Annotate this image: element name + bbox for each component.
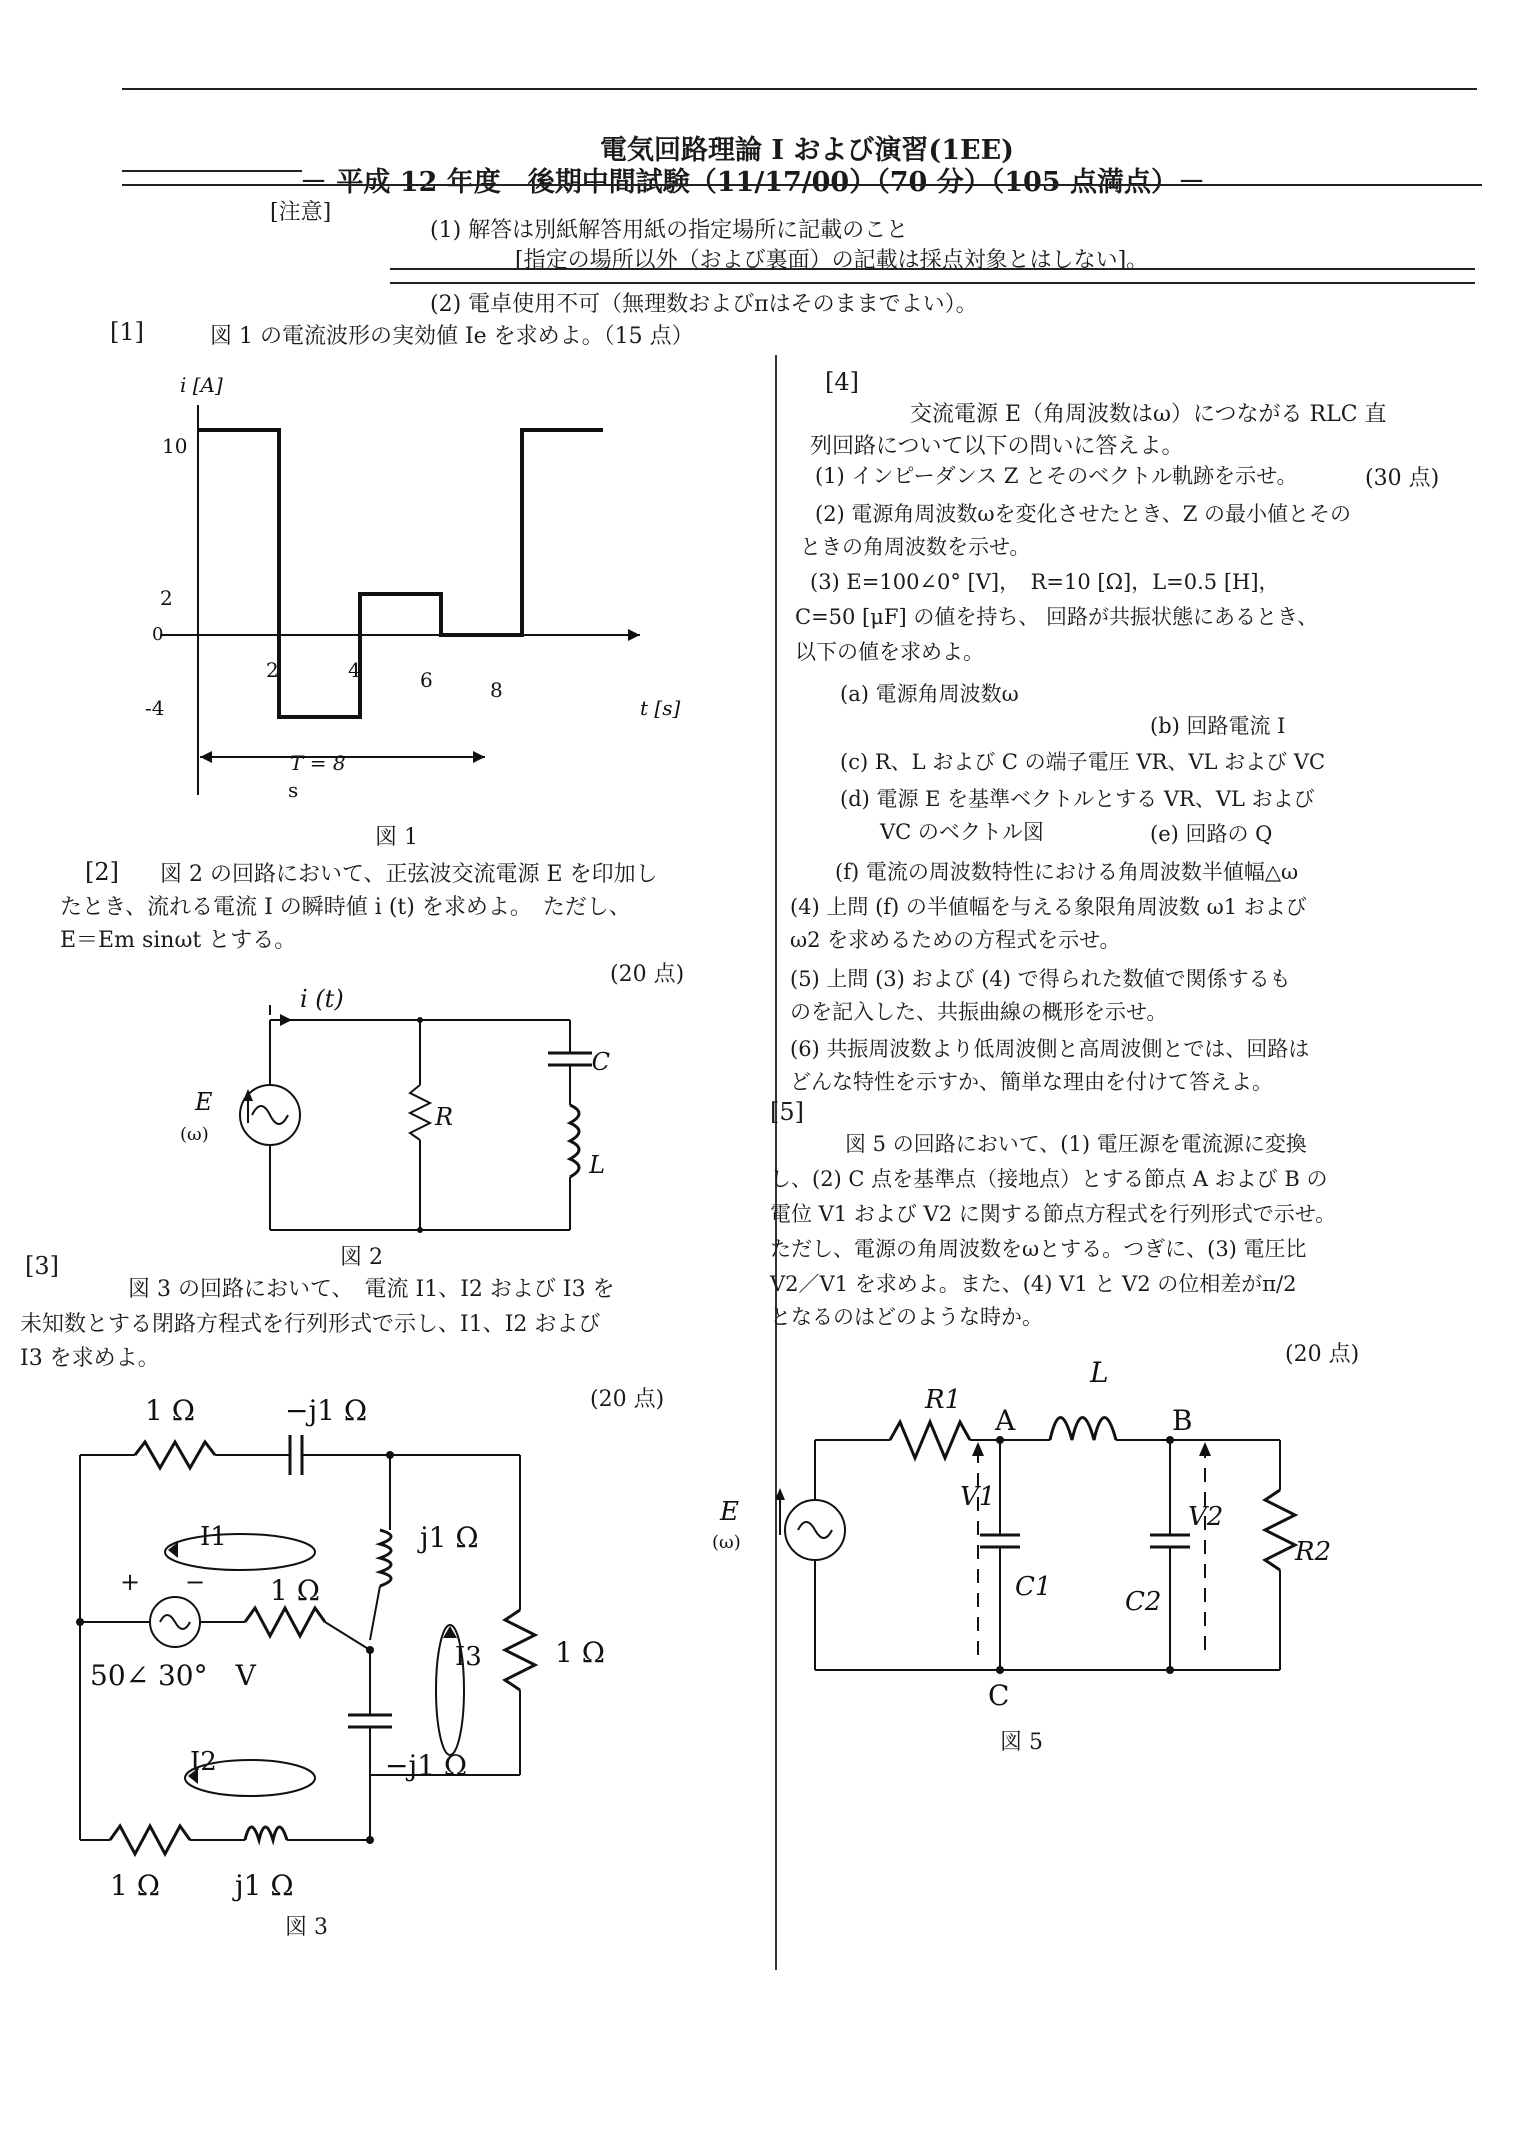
q4-item-6: (6) 共振周波数より低周波側と高周波側とでは、回路は bbox=[790, 1037, 1310, 1061]
q4-label: [4] bbox=[825, 368, 859, 396]
figure-5-circuit bbox=[700, 1350, 1380, 1720]
q5-label: [5] bbox=[770, 1098, 804, 1126]
q5-line-5: V2／V1 を求めよ。また、(4) V1 と V2 の位相差がπ/2 bbox=[770, 1272, 1297, 1296]
q3-line-3: I3 を求めよ。 bbox=[20, 1346, 160, 1371]
figure-2-circuit bbox=[170, 985, 610, 1265]
q5-points: (20 点) bbox=[1285, 1342, 1360, 1367]
q4-item-b: (b) 回路電流 I bbox=[1150, 714, 1286, 738]
q1-text: 図 1 の電流波形の実効値 Ie を求めよ。（15 点） bbox=[210, 324, 694, 349]
xtick-8: 8 bbox=[490, 678, 503, 702]
q2-line-2: たとき、流れる電流 I の瞬時値 i (t) を求めよ。 ただし、 bbox=[60, 895, 631, 920]
fig3-r-bottom: 1 Ω bbox=[110, 1869, 160, 1902]
fig2-r-label: R bbox=[435, 1103, 454, 1131]
q4-item-f: (f) 電流の周波数特性における角周波数半値幅△ω bbox=[835, 860, 1299, 884]
xtick-6: 6 bbox=[420, 668, 433, 692]
q4-item-a: (a) 電源角周波数ω bbox=[840, 682, 1019, 706]
figure-1-chart bbox=[140, 365, 681, 835]
q5-line-4: ただし、電源の角周波数をωとする。つぎに、(3) 電圧比 bbox=[770, 1237, 1307, 1261]
q4-item-2: (2) 電源角周波数ωを変化させたとき、Z の最小値とその bbox=[815, 502, 1351, 526]
period-label: T = 8 bbox=[290, 751, 346, 775]
notice-label: [注意] bbox=[270, 200, 332, 225]
notice-2: (2) 電卓使用不可（無理数およびπはそのままでよい）。 bbox=[430, 292, 978, 317]
q5-line-1: 図 5 の回路において、(1) 電圧源を電流源に変換 bbox=[845, 1132, 1307, 1156]
q5-line-2: し、(2) C 点を基準点（接地点）とする節点 A および B の bbox=[770, 1167, 1328, 1191]
q2-line-3: E＝Em sinωt とする。 bbox=[60, 928, 297, 953]
q4-item-d2: VC のベクトル図 bbox=[880, 820, 1044, 844]
fig5-r2: R2 bbox=[1295, 1537, 1332, 1567]
q4-item-1: (1) インピーダンス Z とそのベクトル軌跡を示せ。 bbox=[815, 464, 1298, 488]
q4-item-5b: のを記入した、共振曲線の概形を示せ。 bbox=[790, 1000, 1168, 1024]
q4-points: (30 点) bbox=[1365, 466, 1440, 491]
fig5-a: A bbox=[995, 1404, 1016, 1437]
fig2-omega-label: (ω) bbox=[180, 1124, 209, 1145]
fig3-r-top: 1 Ω bbox=[145, 1394, 195, 1427]
fig2-current-label: i (t) bbox=[300, 985, 344, 1013]
fig3-r-right: 1 Ω bbox=[555, 1636, 605, 1669]
fig5-r1: R1 bbox=[925, 1385, 962, 1415]
q4-item-2b: ときの角周波数を示せ。 bbox=[800, 535, 1031, 559]
q4-item-3c: 以下の値を求めよ。 bbox=[795, 640, 984, 664]
q4-item-e: (e) 回路の Q bbox=[1150, 822, 1273, 846]
fig5-l: L bbox=[1090, 1356, 1109, 1389]
q4-item-3: (3) E=100∠0° [V]， R=10 [Ω]，L=0.5 [H]， bbox=[810, 570, 1280, 594]
q4-intro-2: 列回路について以下の問いに答えよ。 bbox=[810, 434, 1184, 459]
q2-line-1: 図 2 の回路において、正弦波交流電源 E を印加し bbox=[160, 862, 658, 887]
fig3-c-top: −j1 Ω bbox=[285, 1394, 368, 1427]
q4-item-d: (d) 電源 E を基準ベクトルとする VR、VL および bbox=[840, 787, 1315, 811]
fig3-i1: I1 bbox=[200, 1522, 227, 1552]
notice-1b: [指定の場所以外（および裏面）の記載は採点対象とはしない]。 bbox=[515, 248, 1149, 273]
q3-line-1: 図 3 の回路において、 電流 I1、I2 および I3 を bbox=[128, 1277, 615, 1302]
fig3-i2: I2 bbox=[190, 1747, 217, 1777]
fig3-l-bottom: j1 Ω bbox=[235, 1869, 294, 1902]
exam-subtitle: － 平成 12 年度 後期中間試験（11/17/00）（70 分）（105 点満点）－ bbox=[300, 167, 1205, 198]
q2-points: (20 点) bbox=[610, 962, 685, 987]
q3-line-2: 未知数とする閉路方程式を行列形式で示し、I1、I2 および bbox=[20, 1312, 601, 1337]
fig5-omega: (ω) bbox=[712, 1532, 741, 1553]
fig2-l-label: L bbox=[589, 1151, 605, 1179]
q4-item-4b: ω2 を求めるための方程式を示せ。 bbox=[790, 928, 1121, 952]
fig3-plus: + bbox=[120, 1568, 141, 1596]
fig2-source-label: E bbox=[195, 1088, 213, 1116]
fig1-caption: 図 1 bbox=[375, 825, 418, 850]
q5-line-6: となるのはどのような時か。 bbox=[770, 1305, 1043, 1329]
fig5-caption: 図 5 bbox=[1000, 1730, 1043, 1755]
q4-item-4: (4) 上問 (f) の半値幅を与える象限角周波数 ω1 および bbox=[790, 895, 1307, 919]
xtick-2: 2 bbox=[266, 658, 279, 682]
fig3-minus: − bbox=[185, 1568, 206, 1596]
ytick-0: 0 bbox=[152, 624, 164, 645]
ytick-2: 2 bbox=[160, 586, 173, 610]
notice-1: (1) 解答は別紙解答用紙の指定場所に記載のこと bbox=[430, 218, 909, 243]
q4-intro-1: 交流電源 E（角周波数はω）につながる RLC 直 bbox=[910, 402, 1387, 427]
course-title: 電気回路理論 I および演習(1EE) bbox=[600, 135, 1014, 166]
fig5-v1: V1 bbox=[960, 1482, 996, 1512]
q3-label: [3] bbox=[25, 1252, 59, 1280]
fig3-r-mid: 1 Ω bbox=[270, 1574, 320, 1607]
fig5-v2: V2 bbox=[1188, 1502, 1224, 1532]
figure-3-circuit bbox=[50, 1390, 670, 1900]
q4-item-c: (c) R、L および C の端子電圧 VR、VL および VC bbox=[840, 750, 1326, 774]
q4-item-6b: どんな特性を示すか、簡単な理由を付けて答えよ。 bbox=[790, 1070, 1273, 1094]
q4-item-5: (5) 上問 (3) および (4) で得られた数値で関係するも bbox=[790, 967, 1291, 991]
fig5-c: C bbox=[988, 1679, 1010, 1712]
fig3-caption: 図 3 bbox=[285, 1915, 328, 1940]
fig3-source-value: 50∠ 30° V bbox=[90, 1659, 256, 1692]
fig3-l-right: j1 Ω bbox=[420, 1521, 479, 1554]
period-unit: s bbox=[288, 778, 299, 802]
q1-label: [1] bbox=[110, 318, 144, 346]
q2-label: [2] bbox=[85, 858, 119, 886]
ytick-neg4: -4 bbox=[145, 696, 165, 720]
q3-points: (20 点) bbox=[590, 1387, 665, 1412]
fig3-i3: I3 bbox=[455, 1642, 482, 1672]
chart-ylabel: i [A] bbox=[180, 373, 223, 397]
fig5-c2: C2 bbox=[1125, 1587, 1162, 1617]
fig5-e: E bbox=[720, 1497, 739, 1527]
xtick-4: 4 bbox=[348, 658, 361, 682]
fig3-c-mid: −j1 Ω bbox=[385, 1749, 468, 1782]
fig2-caption: 図 2 bbox=[340, 1245, 383, 1270]
fig5-b: B bbox=[1172, 1404, 1193, 1437]
fig2-c-label: C bbox=[591, 1048, 610, 1076]
q5-line-3: 電位 V1 および V2 に関する節点方程式を行列形式で示せ。 bbox=[770, 1202, 1337, 1226]
q4-item-3b: C=50 [μF] の値を持ち、 回路が共振状態にあるとき、 bbox=[795, 605, 1319, 629]
fig5-c1: C1 bbox=[1015, 1572, 1052, 1602]
ytick-10: 10 bbox=[162, 434, 188, 458]
chart-xlabel: t [s] bbox=[640, 696, 681, 720]
current-waveform-line bbox=[198, 430, 603, 717]
